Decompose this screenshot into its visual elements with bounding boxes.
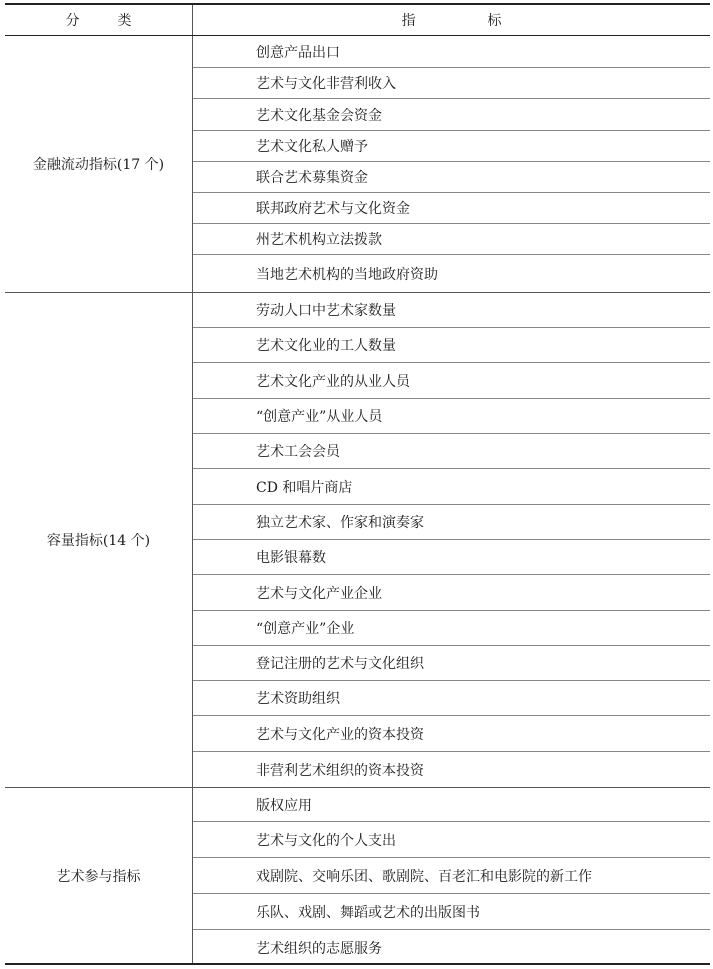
group-1 [5,36,710,293]
indicator-row: 版权应用 [193,788,710,822]
indicator-row: 艺术文化业的工人数量 [193,328,710,363]
category-label: 金融流动指标(17 个) [5,36,193,292]
indicator-row: CD 和唱片商店 [193,469,710,505]
indicator-row: 艺术文化基金会资金 [193,99,710,131]
group-2 [5,293,710,788]
category-label: 艺术参与指标 [5,788,193,963]
indicator-row: 州艺术机构立法拨款 [193,224,710,255]
indicator-row: 当地艺术机构的当地政府资助 [256,267,438,283]
header-indicator-char1: 指 [401,13,416,29]
indicator-row: 艺术与文化产业企业 [193,575,710,611]
indicator-row: 艺术组织的志愿服务 [256,940,382,957]
group-3 [5,788,710,965]
header-indicator [193,5,710,35]
indicator-row: 非营利艺术组织的资本投资 [256,763,424,779]
indicator-table [5,3,710,965]
indicator-list [193,788,710,963]
indicator-row: 劳动人口中艺术家数量 [193,293,710,328]
indicator-row: “创意产业”企业 [193,611,710,646]
indicator-row: 乐队、戏剧、舞蹈或艺术的出版图书 [193,894,710,930]
indicator-row: 独立艺术家、作家和演奏家 [193,505,710,540]
indicator-row: 艺术与文化非营利收入 [193,68,710,99]
header-category-char2: 类 [117,13,132,29]
indicator-row: 艺术文化私人赠予 [193,131,710,162]
indicator-row: 联邦政府艺术与文化资金 [193,193,710,224]
indicator-row: 登记注册的艺术与文化组织 [193,646,710,681]
header-category-char1: 分 [65,13,80,29]
table-body [5,36,710,965]
indicator-row: 戏剧院、交响乐团、歌剧院、百老汇和电影院的新工作 [193,858,710,894]
indicator-list [193,293,710,787]
indicator-row: 联合艺术募集资金 [193,162,710,193]
indicator-row: 电影银幕数 [193,540,710,575]
header-category [5,5,193,35]
indicator-row: 艺术工会会员 [193,434,710,469]
category-label: 容量指标(14 个) [5,293,193,787]
indicator-row: 艺术文化产业的从业人员 [193,363,710,399]
header-indicator-char2: 标 [487,13,502,29]
indicator-list [193,36,710,292]
indicator-row: 创意产品出口 [193,36,710,68]
indicator-row: 艺术与文化的个人支出 [193,822,710,858]
indicator-row: “创意产业”从业人员 [193,399,710,434]
indicator-row: 艺术与文化产业的资本投资 [193,716,710,752]
table-header [5,3,710,36]
indicator-row: 艺术资助组织 [193,681,710,716]
